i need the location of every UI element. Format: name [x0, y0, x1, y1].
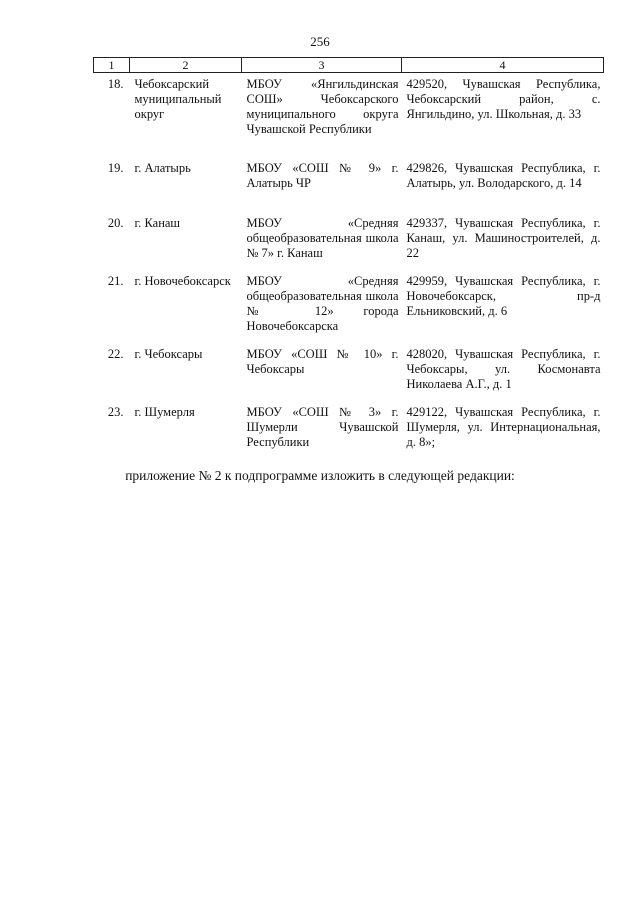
table-row — [94, 262, 604, 335]
schools-table — [93, 57, 604, 451]
territory-cell: г. Канаш — [134, 216, 181, 230]
closing-text: приложение № 2 к подпрограмме изложить в следующей редакции: — [125, 468, 515, 483]
table-row — [94, 148, 604, 204]
column-header: 4 — [402, 58, 604, 73]
column-header: 2 — [130, 58, 242, 73]
school-cell: МБОУ «СОШ № 9» г. Алатырь ЧР — [246, 161, 399, 190]
address-cell: 429959, Чувашская Республика, г. Новочебоксарск, пр-д Ельниковский, д. 6 — [406, 274, 601, 318]
address-cell: 429826, Чувашская Республика, г. Алатырь, ул. Володарского, д. 14 — [406, 161, 601, 190]
page-number: 256 — [310, 34, 330, 49]
school-cell: МБОУ «Средняя общеобразовательная школа № 12» города Новочебоксарска — [246, 274, 399, 333]
territory-cell: г. Алатырь — [134, 161, 191, 175]
table-row — [94, 335, 604, 393]
territory-cell: Чебоксарский муниципальный округ — [134, 77, 222, 121]
column-header: 3 — [242, 58, 402, 73]
table-row — [94, 393, 604, 451]
row-number: 18. — [107, 77, 124, 91]
school-cell: МБОУ «Янгильдинская СОШ» Чебоксарского муниципального округа Чувашской Республики — [246, 77, 399, 136]
territory-cell: г. Шумерля — [134, 405, 195, 419]
territory-cell: г. Чебоксары — [134, 347, 203, 361]
row-number: 20. — [107, 216, 124, 230]
school-cell: МБОУ «СОШ № 3» г. Шумерли Чувашской Республики — [246, 405, 399, 449]
table-header-row — [94, 58, 604, 73]
address-cell: 429520, Чувашская Республика, Чебоксарский район, с. Янгильдино, ул. Школьная, д. 33 — [406, 77, 601, 121]
address-cell: 429337, Чувашская Республика, г. Канаш, ул. Машиностроителей, д. 22 — [406, 216, 601, 260]
address-cell: 428020, Чувашская Республика, г. Чебоксары, ул. Космонавта Николаева А.Г., д. 1 — [406, 347, 601, 391]
territory-cell: г. Новочебоксарск — [134, 274, 231, 288]
column-header: 1 — [94, 58, 130, 73]
row-number: 22. — [107, 347, 124, 361]
address-cell: 429122, Чувашская Республика, г. Шумерля, ул. Интернациональная, д. 8»; — [406, 405, 601, 449]
row-number: 23. — [107, 405, 124, 419]
row-number: 21. — [107, 274, 124, 288]
table-row — [94, 204, 604, 262]
school-cell: МБОУ «Средняя общеобразовательная школа № 7» г. Канаш — [246, 216, 399, 260]
row-number: 19. — [107, 161, 124, 175]
table-row — [94, 73, 604, 149]
school-cell: МБОУ «СОШ № 10» г. Чебоксары — [246, 347, 399, 376]
